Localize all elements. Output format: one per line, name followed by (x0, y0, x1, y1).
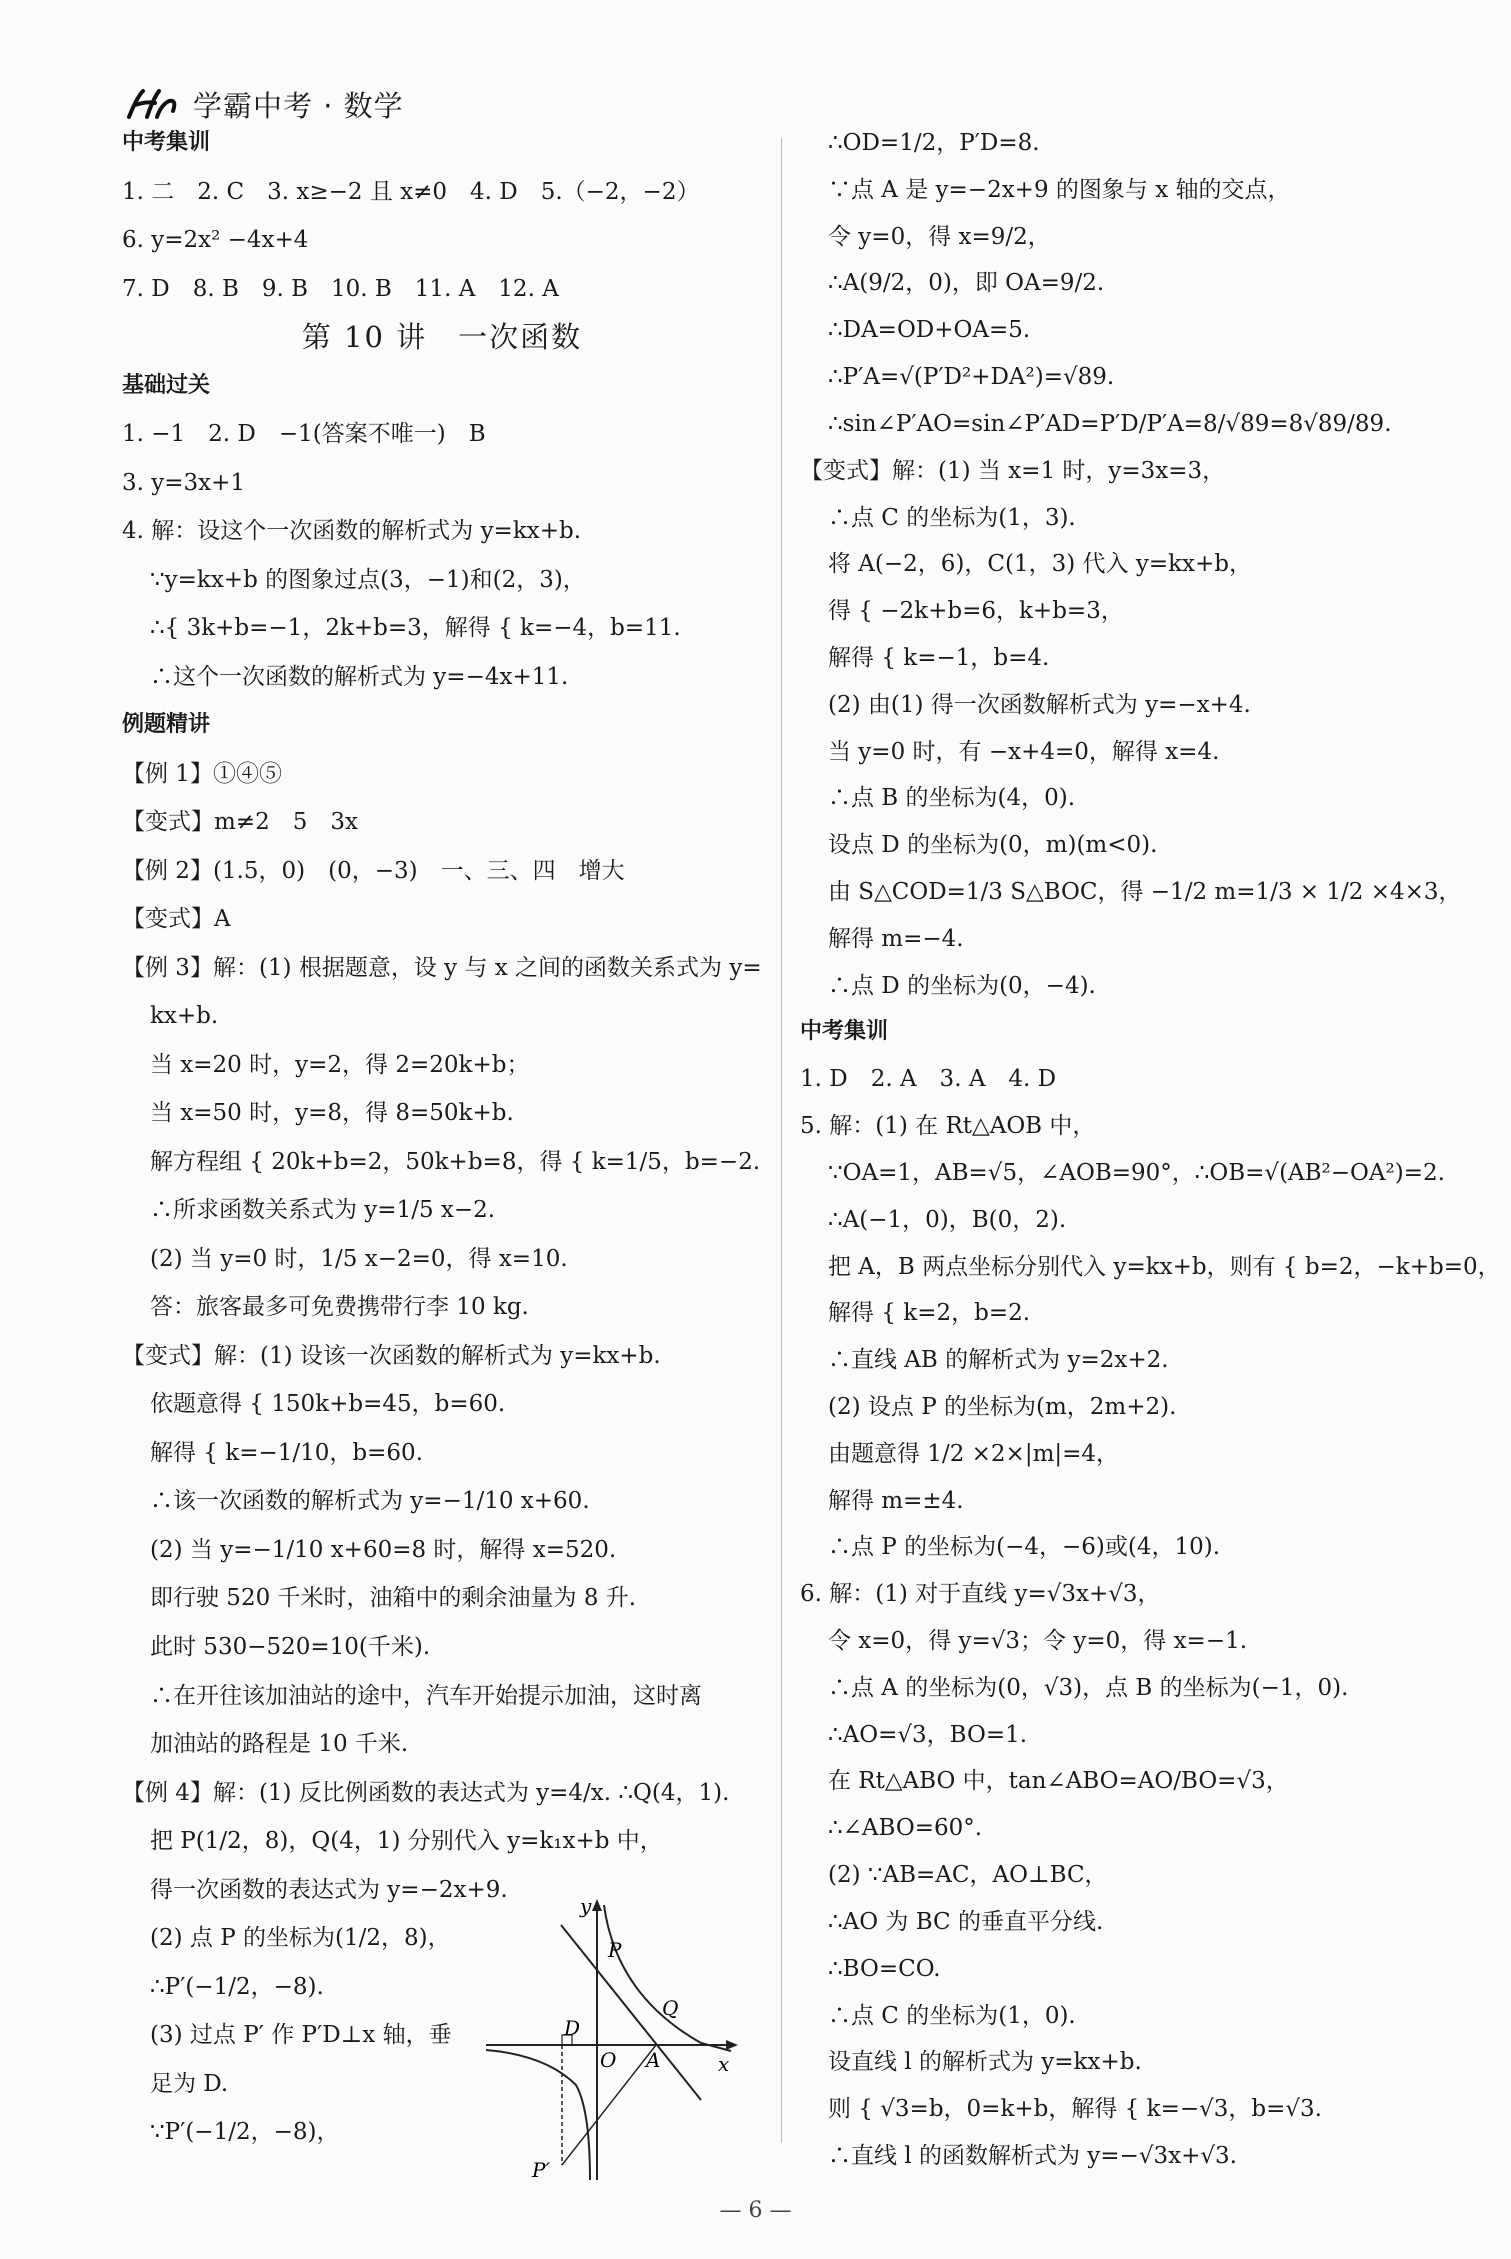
label-q: Q (662, 1996, 679, 2020)
text-line: 此时 530−520=10(千米). (150, 1633, 431, 1660)
text-line: 解得 { k=−1，b=4. (828, 644, 1050, 671)
label-x: x (718, 2052, 730, 2076)
text-line: 【变式】A (122, 906, 231, 933)
text-line: (2) 当 y=−1/10 x+60=8 时，解得 x=520. (150, 1536, 617, 1563)
x-axis-arrow-icon (726, 2040, 738, 2050)
text-line: ∴P′(−1/2，−8). (150, 1973, 324, 2000)
text-line: ∴BO=CO. (828, 1955, 941, 1982)
text-line: 解得 m=±4. (828, 1487, 964, 1514)
text-line: ∴直线 AB 的解析式为 y=2x+2. (828, 1347, 1169, 1374)
text-line: 令 y=0，得 x=9/2， (828, 223, 1051, 250)
label-p: P (608, 1938, 622, 1962)
text-line: 【例 4】解：(1) 反比例函数的表达式为 y=4/x. ∴Q(4，1). (122, 1779, 730, 1806)
text-line: 由 S△COD=1/3 S△BOC，得 −1/2 m=1/3 × 1/2 ×4×3， (828, 879, 1462, 905)
hyperbola-branch-1 (604, 1905, 731, 2051)
text-line: 5. 解：(1) 在 Rt△AOB 中， (800, 1113, 1096, 1140)
text-line: 【例 2】(1.5，0) (0，−3) 一、三、四 增大 (122, 857, 625, 884)
text-line: ∴直线 l 的函数解析式为 y=−√3x+√3. (828, 2142, 1237, 2169)
text-line: ∴A(9/2，0)，即 OA=9/2. (828, 270, 1105, 297)
text-line: 1. D 2. A 3. A 4. D (800, 1066, 1057, 1093)
text-line: ∴点 C 的坐标为(1，0). (828, 2002, 1076, 2029)
logo-icon (125, 87, 183, 121)
text-line: ∴点 D 的坐标为(0，−4). (828, 972, 1096, 999)
column-divider (781, 138, 782, 2143)
text-line: ∵P′(−1/2，−8)， (150, 2119, 340, 2146)
text-line: 即行驶 520 千米时，油箱中的剩余油量为 8 升. (150, 1585, 637, 1612)
text-line: 4. 解：设这个一次函数的解析式为 y=kx+b. (122, 518, 582, 545)
text-line: 【例 1】①④⑤ (122, 760, 282, 787)
text-line: ∴点 A 的坐标为(0，√3)，点 B 的坐标为(−1，0). (828, 1674, 1349, 1701)
linear-function-line (561, 1925, 701, 2100)
text-line: 3. y=3x+1 (122, 469, 246, 496)
text-line: 【例 3】解：(1) 根据题意，设 y 与 x 之间的函数关系式为 y= (122, 954, 762, 981)
text-line: (2) ∵AB=AC，AO⊥BC， (828, 1862, 1108, 1889)
text-line: 1. −1 2. D −1(答案不唯一) B (122, 421, 486, 448)
text-line: 当 y=0 时，有 −x+4=0，解得 x=4. (828, 738, 1220, 765)
text-line: 解方程组 { 20k+b=2，50k+b=8，得 { k=1/5，b=−2. (150, 1148, 761, 1175)
label-y: y (580, 1895, 592, 1918)
text-line: 解得 { k=−1/10，b=60. (150, 1439, 423, 1466)
text-line: 足为 D. (150, 2070, 229, 2097)
text-line: 把 A，B 两点坐标分别代入 y=kx+b，则有 { b=2，−k+b=0， (828, 1253, 1501, 1280)
header-title: 学霸中考 · 数学 (193, 88, 404, 123)
text-line: ∴点 B 的坐标为(4，0). (828, 785, 1076, 812)
text-line: 将 A(−2，6)，C(1，3) 代入 y=kx+b， (828, 551, 1253, 578)
text-line: 设直线 l 的解析式为 y=kx+b. (828, 2049, 1142, 2076)
page-number: — 6 — (719, 2198, 792, 2223)
text-line: 解得 { k=2，b=2. (828, 1300, 1031, 1327)
text-line: (3) 过点 P′ 作 P′D⊥x 轴，垂 (150, 2022, 452, 2049)
text-line: 答：旅客最多可免费携带行李 10 kg. (150, 1294, 529, 1321)
text-line: ∵y=kx+b 的图象过点(3，−1)和(2，3)， (150, 566, 586, 593)
label-p-prime: P′ (532, 2158, 550, 2182)
text-line: ∵OA=1，AB=√5，∠AOB=90°，∴OB=√(AB²−OA²)=2. (828, 1159, 1445, 1186)
right-column (800, 128, 1501, 2188)
lecture-title: 第 10 讲 一次函数 (301, 320, 583, 355)
text-line: 【变式】解：(1) 当 x=1 时，y=3x=3， (800, 457, 1226, 484)
text-line: ∴这个一次函数的解析式为 y=−4x+11. (150, 663, 569, 690)
label-o: O (600, 2048, 617, 2072)
text-line: 得一次函数的表达式为 y=−2x+9. (150, 1876, 508, 1903)
text-line: ∴sin∠P′AO=sin∠P′AD=P′D/P′A=8/√89=8√89/89. (828, 410, 1392, 437)
text-line: (2) 设点 P 的坐标为(m，2m+2). (828, 1393, 1177, 1420)
section-heading: 例题精讲 (122, 712, 211, 738)
text-line: 解得 m=−4. (828, 925, 964, 952)
text-line: ∵点 A 是 y=−2x+9 的图象与 x 轴的交点， (828, 176, 1291, 203)
text-line: (2) 点 P 的坐标为(1/2，8)， (150, 1925, 451, 1952)
text-line: 加油站的路程是 10 千米. (150, 1731, 409, 1758)
text-line: (2) 由(1) 得一次函数解析式为 y=−x+4. (828, 691, 1251, 718)
text-line: (2) 当 y=0 时，1/5 x−2=0，得 x=10. (150, 1245, 568, 1272)
section-heading: 中考集训 (800, 1019, 889, 1045)
y-axis-arrow-icon (592, 1899, 602, 1911)
text-line: 令 x=0，得 y=√3；令 y=0，得 x=−1. (828, 1628, 1248, 1654)
text-line: kx+b. (150, 1003, 219, 1030)
text-line: ∴点 C 的坐标为(1，3). (828, 504, 1076, 531)
text-line: 设点 D 的坐标为(0，m)(m<0). (828, 832, 1158, 859)
left-column (122, 128, 762, 2166)
text-line: ∴OD=1/2，P′D=8. (828, 130, 1040, 156)
text-line: 【变式】解：(1) 设该一次函数的解析式为 y=kx+b. (122, 1342, 661, 1369)
text-line: 当 x=20 时，y=2，得 2=20k+b； (150, 1051, 530, 1078)
section-heading: 中考集训 (122, 130, 211, 155)
function-graph (486, 1895, 746, 2185)
text-line: ∴所求函数关系式为 y=1/5 x−2. (150, 1197, 496, 1224)
text-line: 【变式】m≠2 5 3x (122, 809, 358, 836)
label-d: D (564, 2016, 581, 2040)
text-line: ∴该一次函数的解析式为 y=−1/10 x+60. (150, 1488, 590, 1515)
text-line: 由题意得 1/2 ×2×|m|=4， (828, 1440, 1120, 1467)
text-line: ∴P′A=√(P′D²+DA²)=√89. (828, 364, 1115, 391)
text-line: 把 P(1/2，8)，Q(4，1) 分别代入 y=k₁x+b 中， (150, 1828, 663, 1855)
text-line: ∴∠ABO=60°. (828, 1815, 983, 1842)
page-header (125, 80, 404, 128)
section-heading: 基础过关 (122, 372, 211, 398)
text-line: ∴AO=√3，BO=1. (828, 1721, 1028, 1748)
text-line: ∴点 P 的坐标为(−4，−6)或(4，10). (828, 1534, 1221, 1561)
text-line: ∴A(−1，0)，B(0，2). (828, 1206, 1067, 1233)
text-line: 6. 解：(1) 对于直线 y=√3x+√3， (800, 1581, 1161, 1608)
text-line: 7. D 8. B 9. B 10. B 11. A 12. A (122, 275, 559, 302)
text-line: ∴在开往该加油站的途中，汽车开始提示加油，这时离 (150, 1682, 702, 1709)
text-line: ∴AO 为 BC 的垂直平分线. (828, 1908, 1104, 1935)
text-line: 依题意得 { 150k+b=45，b=60. (150, 1391, 506, 1418)
text-line: 在 Rt△ABO 中，tan∠ABO=AO/BO=√3， (828, 1768, 1289, 1795)
text-line: 得 { −2k+b=6，k+b=3， (828, 598, 1124, 625)
label-a: A (646, 2048, 661, 2072)
text-line: 6. y=2x² −4x+4 (122, 227, 309, 254)
text-line: 则 { √3=b，0=k+b，解得 { k=−√3，b=√3. (828, 2096, 1322, 2123)
text-line: ∴DA=OD+OA=5. (828, 317, 1031, 344)
text-line: 1. 二 2. C 3. x≥−2 且 x≠0 4. D 5.（−2，−2） (122, 178, 700, 205)
text-line: 当 x=50 时，y=8，得 8=50k+b. (150, 1100, 514, 1127)
text-line: ∴{ 3k+b=−1，2k+b=3，解得 { k=−4，b=11. (150, 615, 681, 642)
